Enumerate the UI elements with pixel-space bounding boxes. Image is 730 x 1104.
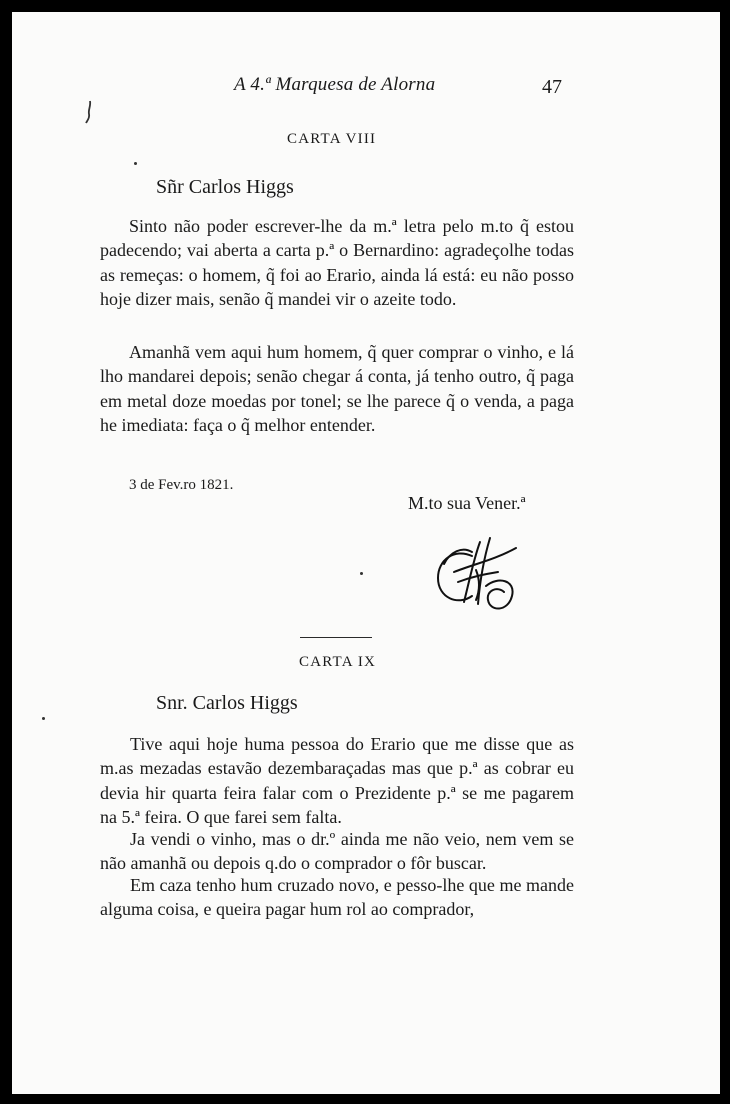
- letter-date: 3 de Fev.ro 1821.: [129, 477, 234, 493]
- letter-heading: CARTA VIII: [287, 131, 377, 147]
- running-title: A 4.ª Marquesa de Alorna: [234, 74, 436, 95]
- paragraph: Ja vendi o vinho, mas o dr.º ainda me não veio, nem vem se não amanhã ou depois q.do o comprador o fôr buscar.: [100, 829, 574, 874]
- page-header: [12, 74, 720, 104]
- salutation: Sñr Carlos Higgs: [156, 176, 294, 198]
- ink-mark-icon: [84, 100, 94, 124]
- paragraph: Tive aqui hoje huma pessoa do Erario que me disse que as m.as mezadas estavão dezembaraçadas mas que p.ª as cobrar eu devia hir quarta feira falar com o Prezidente p.ª se me pagarem na 5.ª feira. O que farei sem falta.: [100, 734, 574, 827]
- closing: M.to sua Vener.ª: [408, 493, 526, 513]
- salutation: Snr. Carlos Higgs: [156, 692, 298, 714]
- paragraph: Sinto não poder escrever-lhe da m.ª letra pelo m.to q̃ estou padecendo; vai aberta a carta p.ª o Bernardino: agradeçolhe todas as remeças: o homem, q̃ foi ao Erario, ainda lá está: eu não posso hoje dizer mais, senão q̃ mandei vir o azeite todo.: [100, 216, 574, 309]
- book-page: [12, 12, 720, 1094]
- speck: [42, 717, 45, 720]
- page-number: 47: [542, 76, 562, 98]
- paragraph: Em caza tenho hum cruzado novo, e pesso-lhe que me mande alguma coisa, e queira pagar hum rol ao comprador,: [100, 875, 574, 920]
- speck: [360, 572, 363, 575]
- paragraph: Amanhã vem aqui hum homem, q̃ quer comprar o vinho, e lá lho mandarei depois; senão chegar á conta, já tenho outro, q̃ paga em metal doze moedas por tonel; se lhe parece q̃ o venda, a paga he imediata: faça o q̃ melhor entender.: [100, 342, 574, 435]
- letter-heading: CARTA IX: [299, 654, 377, 670]
- section-divider: [300, 637, 372, 638]
- signature-icon: [424, 530, 524, 616]
- speck: [134, 162, 137, 165]
